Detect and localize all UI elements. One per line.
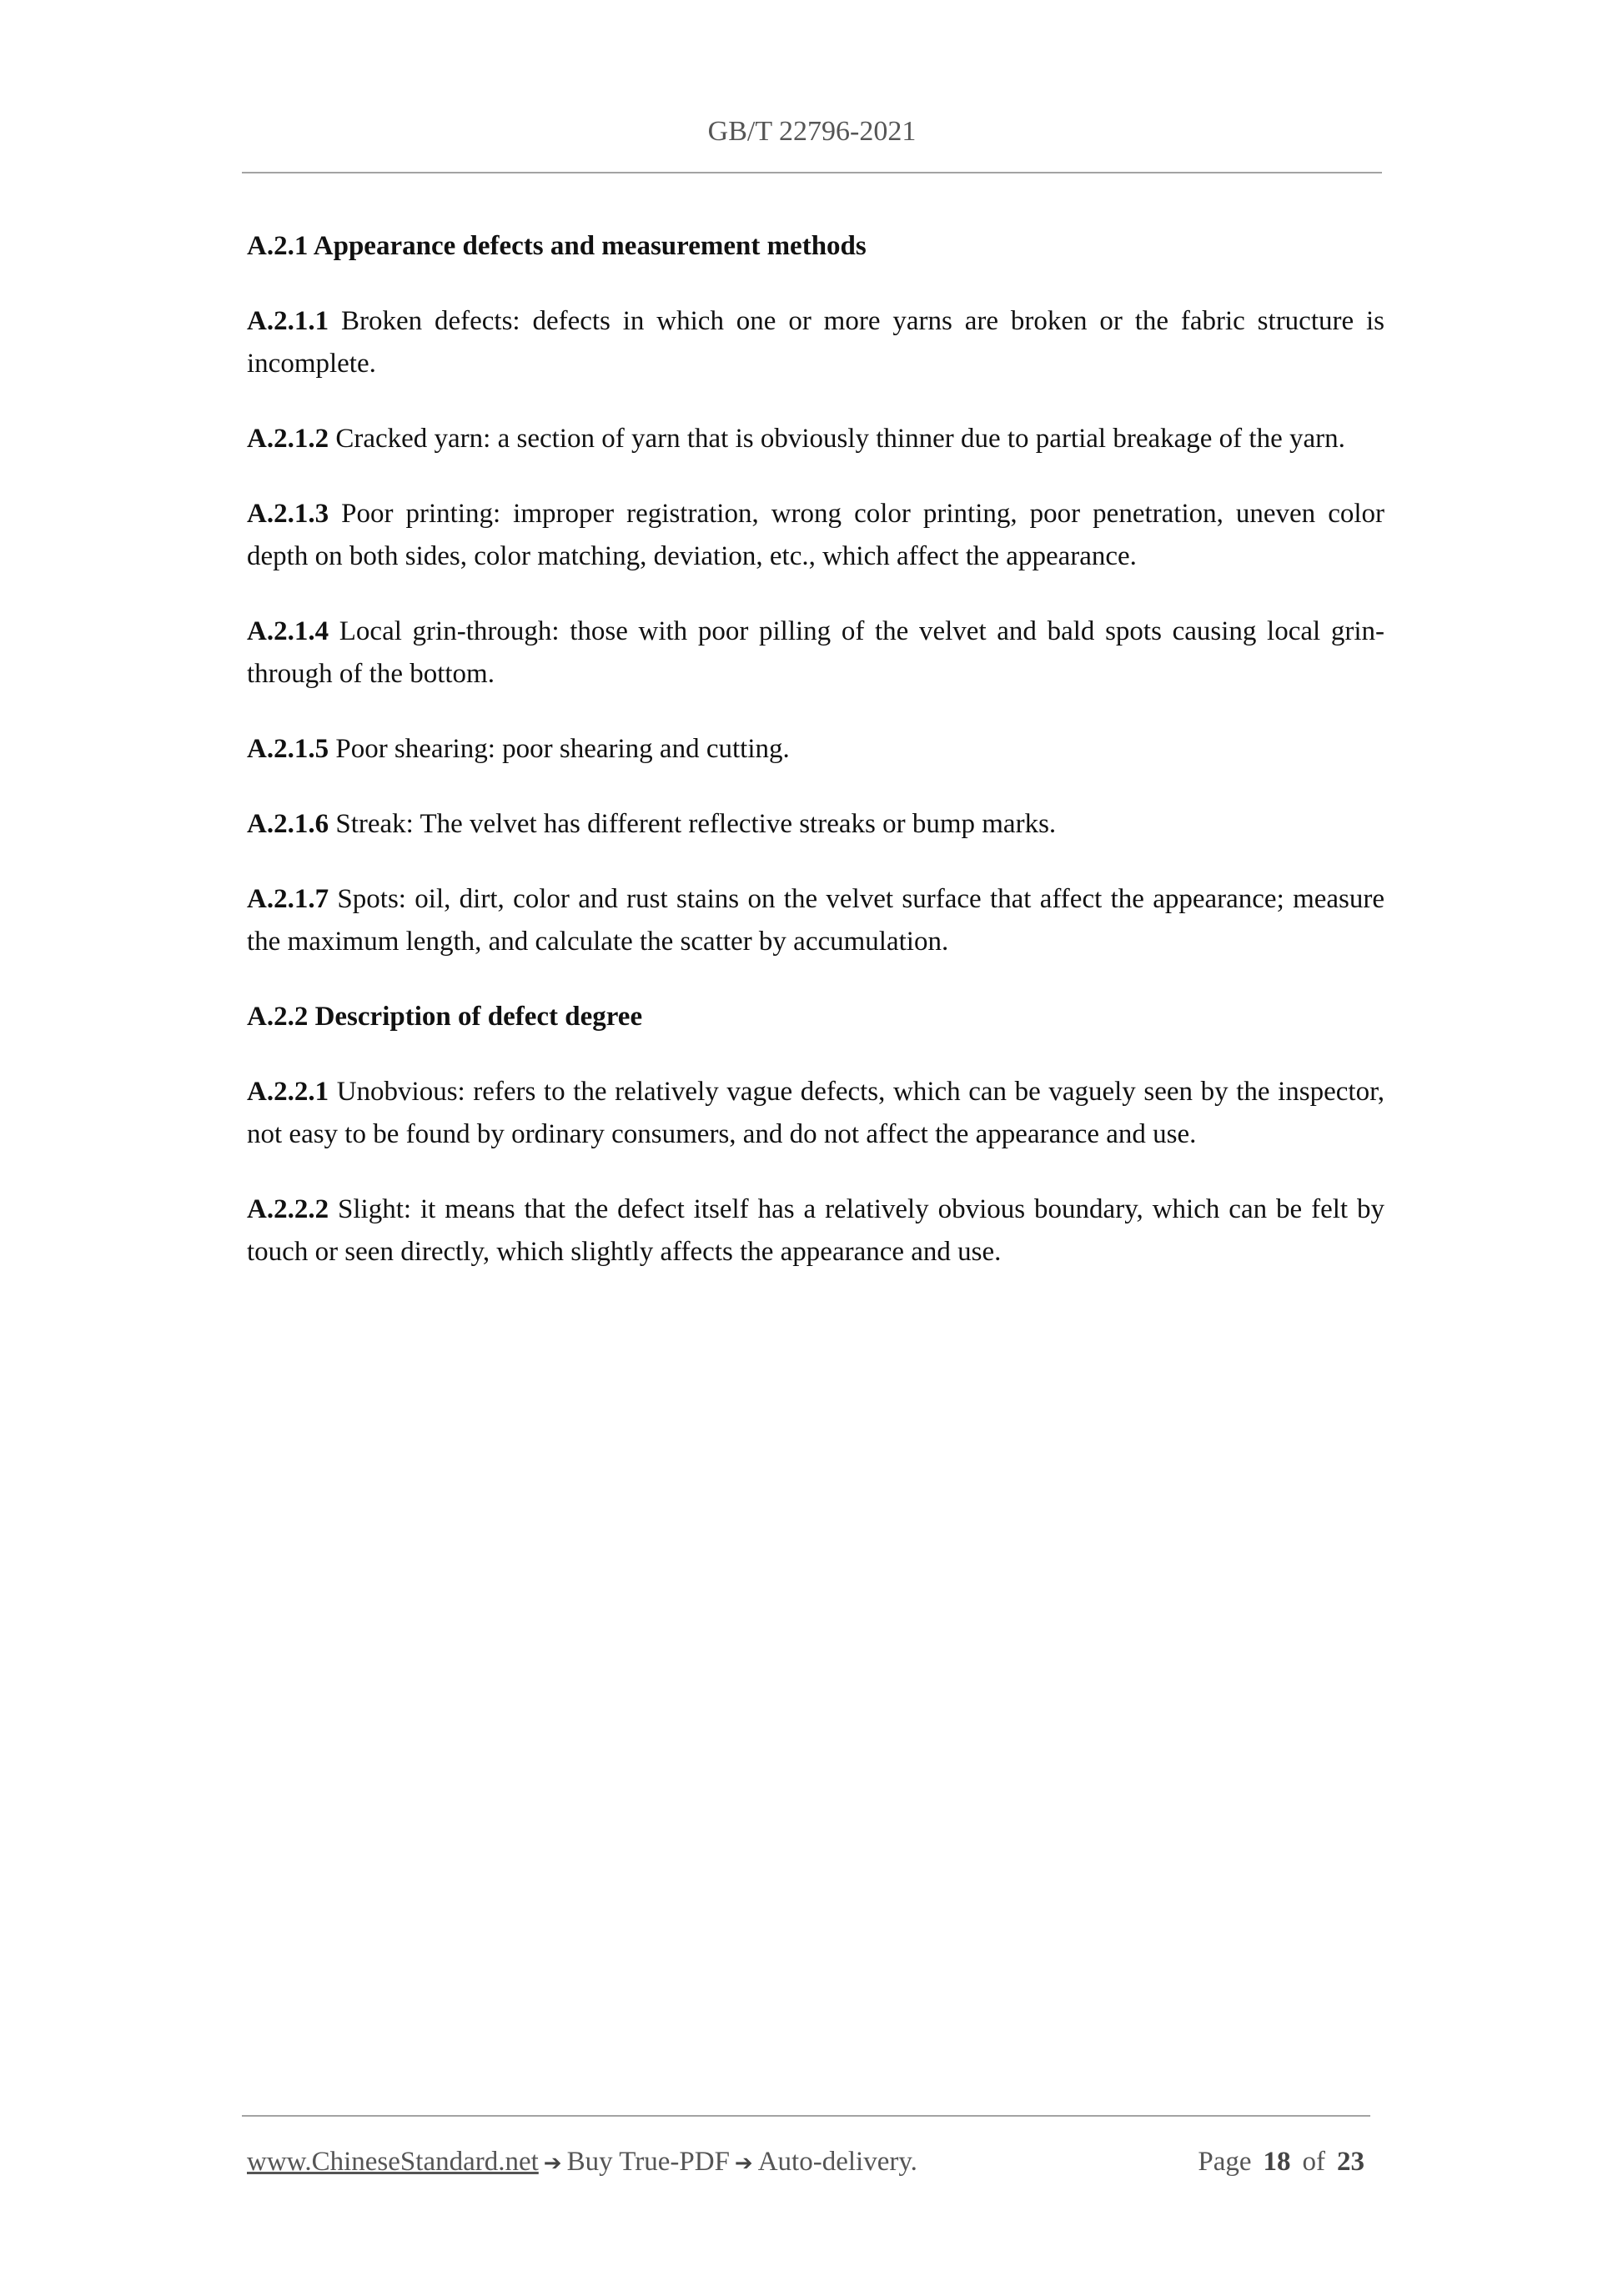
right-arrow-icon: ➔ xyxy=(734,2151,753,2176)
total-pages-number: 23 xyxy=(1337,2147,1364,2177)
clause-a211 xyxy=(247,300,1384,385)
clause-number: A.2.2.1 xyxy=(247,1077,329,1107)
document-body xyxy=(247,225,1384,1306)
clause-a221 xyxy=(247,1071,1384,1156)
right-arrow-icon: ➔ xyxy=(543,2151,562,2176)
current-page-number: 18 xyxy=(1263,2147,1291,2177)
clause-a212 xyxy=(247,418,1384,460)
clause-a217 xyxy=(247,878,1384,963)
section-heading-text: A.2.1 Appearance defects and measurement methods xyxy=(247,231,867,261)
clause-a213 xyxy=(247,493,1384,578)
document-header xyxy=(242,115,1382,148)
clause-number: A.2.1.5 xyxy=(247,734,329,764)
footer-step-delivery: Auto-delivery. xyxy=(757,2147,917,2177)
clause-text: Cracked yarn: a section of yarn that is obviously thinner due to partial breakage of the yarn. xyxy=(335,424,1345,454)
clause-text: Slight: it means that the defect itself has a relatively obvious boundary, which can be felt by touch or seen directly, which slightly affects the appearance and use. xyxy=(247,1194,1385,1267)
clause-text: Local grin-through: those with poor pilling of the velvet and bald spots causing local grin-through of the bottom. xyxy=(247,616,1385,689)
clause-text: Spots: oil, dirt, color and rust stains on the velvet surface that affect the appearance; measure the maximum length, and calculate the scatter by accumulation. xyxy=(247,884,1385,957)
clause-text: Unobvious: refers to the relatively vague defects, which can be vaguely seen by the inspector, not easy to be found by ordinary consumers, and do not affect the appearance and use. xyxy=(247,1077,1384,1149)
clause-number: A.2.1.4 xyxy=(247,616,329,646)
footer-promo xyxy=(247,2145,917,2180)
footer-step-buy: Buy True-PDF xyxy=(566,2147,730,2177)
standard-code: GB/T 22796-2021 xyxy=(707,116,917,147)
footer-divider xyxy=(242,2115,1370,2117)
clause-number: A.2.2.2 xyxy=(247,1194,329,1224)
header-divider xyxy=(242,172,1382,173)
clause-number: A.2.1.7 xyxy=(247,884,329,914)
clause-text: Streak: The velvet has different reflective streaks or bump marks. xyxy=(335,809,1057,839)
clause-number: A.2.1.2 xyxy=(247,424,329,454)
document-footer xyxy=(247,2145,1364,2180)
clause-text: Poor printing: improper registration, wrong color printing, poor penetration, uneven color depth on both sides, color matching, deviation, etc., which affect the appearance. xyxy=(247,499,1385,571)
clause-a214 xyxy=(247,610,1384,696)
section-heading-a22 xyxy=(247,996,1384,1038)
clause-a215 xyxy=(247,728,1384,771)
clause-text: Broken defects: defects in which one or more yarns are broken or the fabric structure is incomplete. xyxy=(247,306,1385,379)
page-indicator xyxy=(1198,2145,1364,2178)
page-label: Page xyxy=(1198,2147,1252,2177)
of-label: of xyxy=(1302,2147,1325,2177)
clause-number: A.2.1.1 xyxy=(247,306,329,336)
clause-a216 xyxy=(247,803,1384,846)
clause-text: Poor shearing: poor shearing and cutting. xyxy=(335,734,790,764)
section-heading-text: A.2.2 Description of defect degree xyxy=(247,1002,643,1032)
section-heading-a21 xyxy=(247,225,1384,268)
clause-number: A.2.1.3 xyxy=(247,499,329,529)
clause-number: A.2.1.6 xyxy=(247,809,329,839)
clause-a222 xyxy=(247,1188,1384,1274)
chinesestandard-link[interactable]: www.ChineseStandard.net xyxy=(247,2147,539,2177)
